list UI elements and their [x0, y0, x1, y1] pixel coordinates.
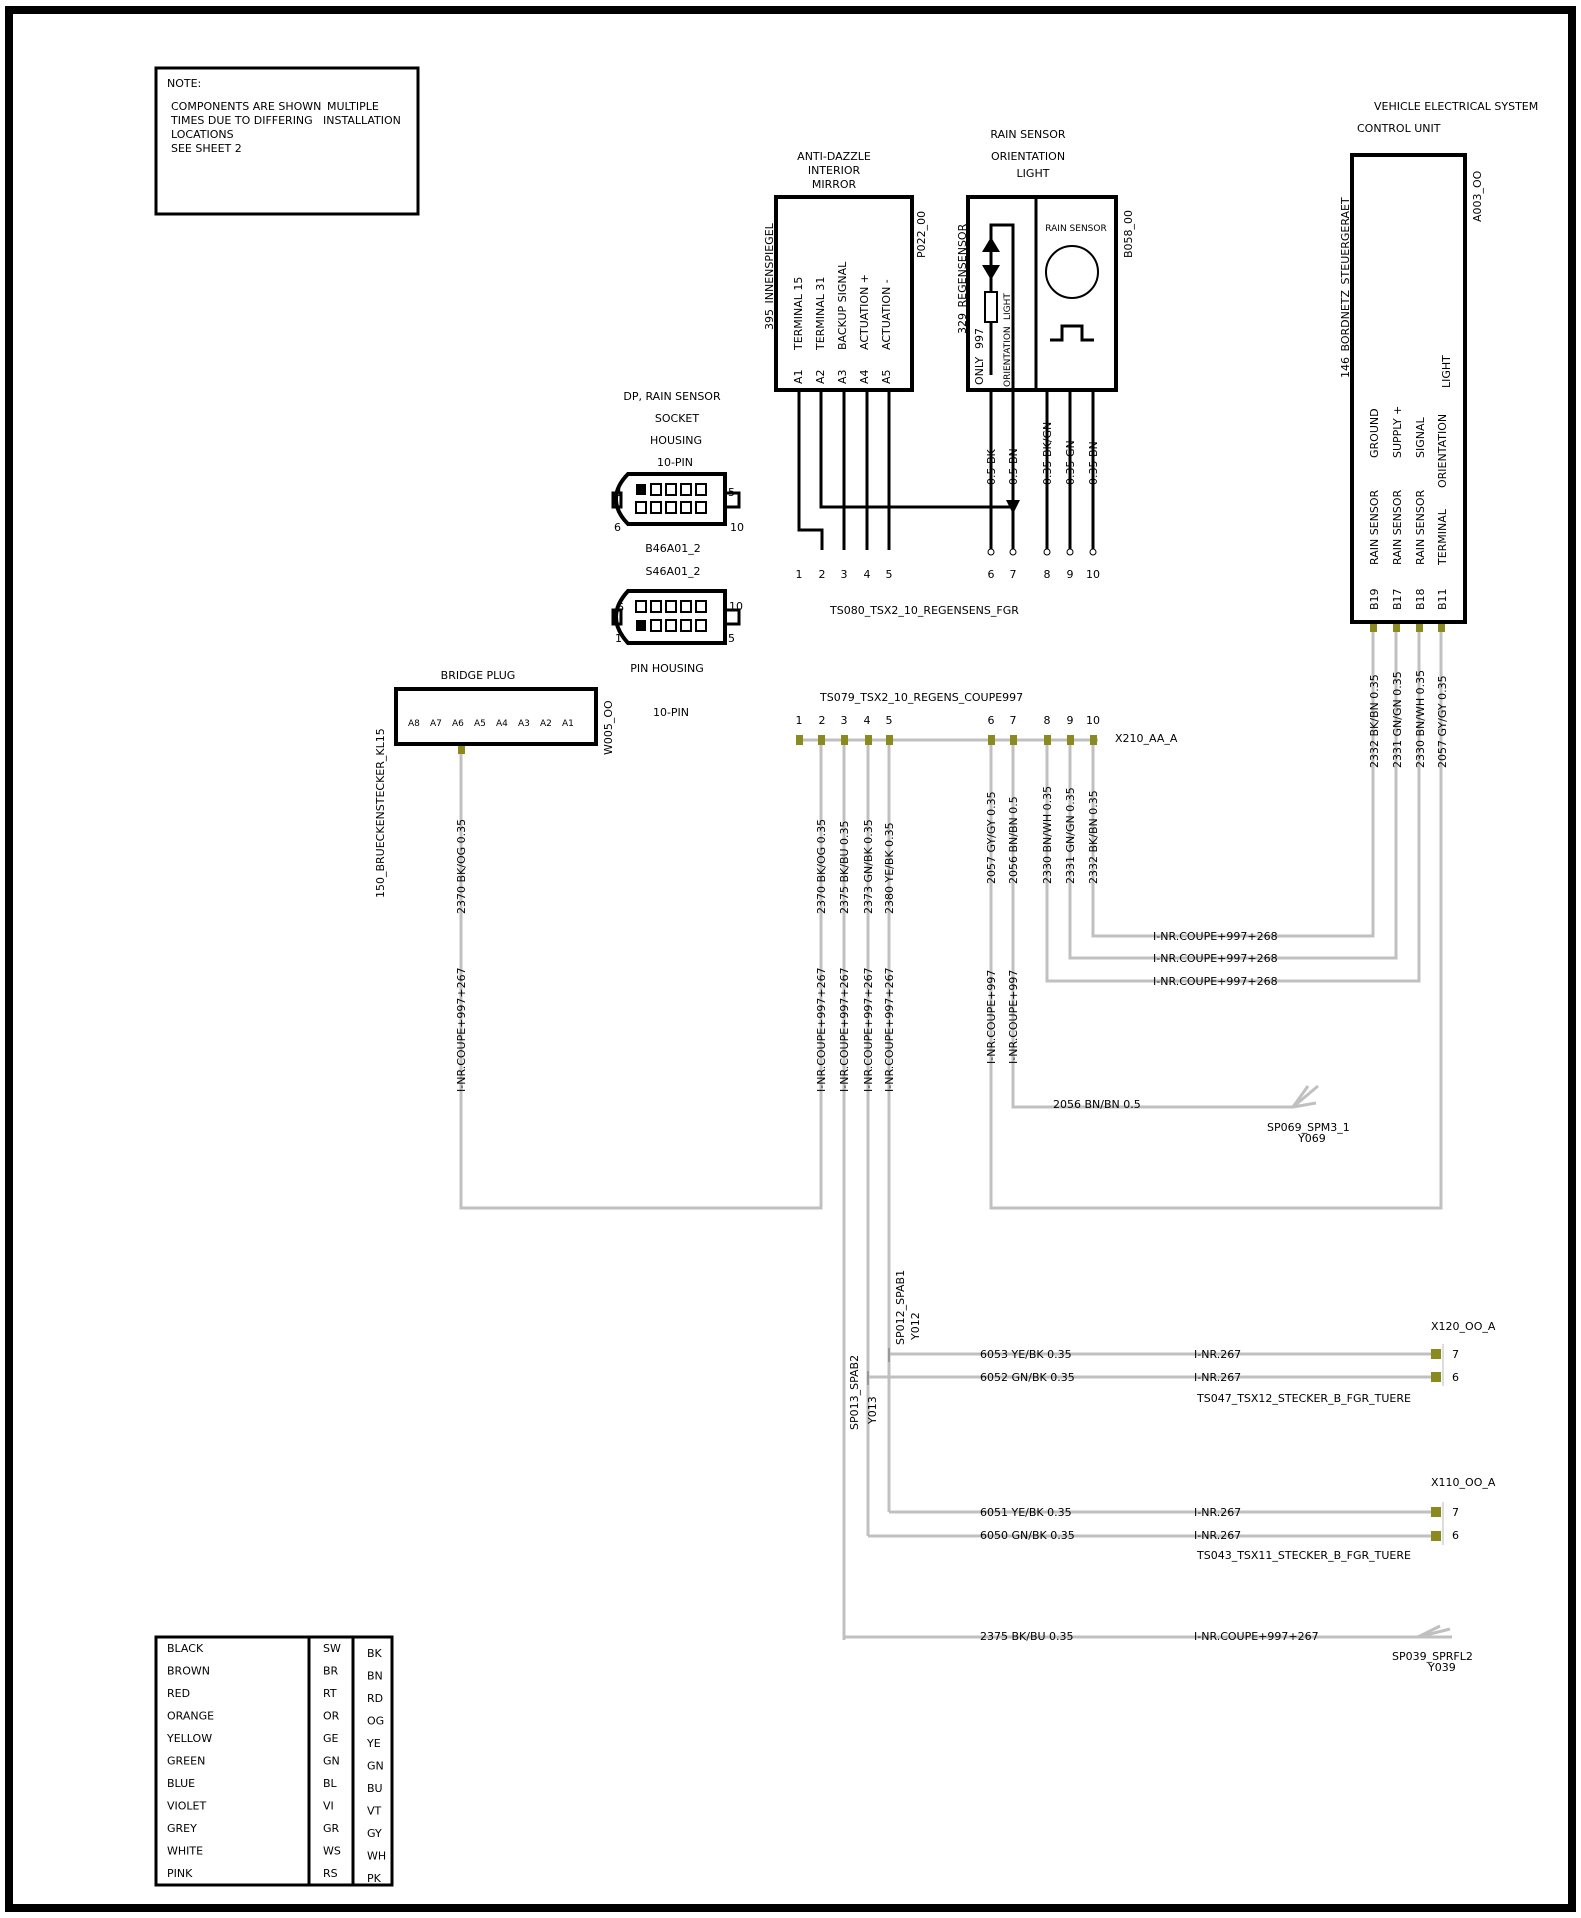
svg-text:A4: A4 — [496, 719, 508, 729]
wire-labels — [455, 786, 1319, 1643]
svg-text:2380 YE/BK 0.35: 2380 YE/BK 0.35 — [883, 822, 896, 914]
pin-label: ACTUATION + — [858, 273, 871, 350]
svg-text:7: 7 — [1452, 1348, 1459, 1361]
rain-title: LIGHT — [1016, 167, 1050, 180]
note-line: TIMES DUE TO DIFFERING — [171, 114, 313, 127]
svg-text:7: 7 — [1009, 568, 1017, 581]
wire-label: 0.35 BK/GN — [1041, 421, 1054, 485]
svg-text:TS047_TSX12_STECKER_B_FGR_TUER: TS047_TSX12_STECKER_B_FGR_TUERE — [1197, 1392, 1411, 1405]
svg-text:Y013: Y013 — [866, 1396, 879, 1424]
svg-text:2057 GY/GY 0.35: 2057 GY/GY 0.35 — [985, 791, 998, 884]
legend-color: WHITE — [167, 1844, 204, 1858]
wire-2331 — [1070, 628, 1396, 958]
svg-text:W005_OO: W005_OO — [602, 700, 615, 755]
svg-text:6: 6 — [987, 714, 995, 727]
legend-color: GREY — [167, 1822, 197, 1835]
svg-text:SP012_SPAB1: SP012_SPAB1 — [894, 1269, 907, 1345]
mirror-title: ANTI-DAZZLE — [797, 150, 871, 163]
svg-text:3: 3 — [840, 568, 848, 581]
svg-text:10: 10 — [729, 600, 743, 613]
svg-text:7: 7 — [1009, 714, 1017, 727]
dp-connector — [613, 390, 744, 719]
svg-text:A3: A3 — [518, 719, 530, 729]
mirror-component — [763, 150, 1014, 550]
note-box — [156, 68, 418, 214]
legend-en: BU — [367, 1782, 383, 1795]
pin-id: A1 — [792, 369, 805, 384]
svg-text:10-PIN: 10-PIN — [656, 456, 694, 469]
svg-text:6: 6 — [614, 521, 621, 534]
svg-text:S46A01_2: S46A01_2 — [645, 565, 701, 578]
svg-text:HOUSING: HOUSING — [650, 434, 702, 447]
legend-de: GE — [323, 1732, 339, 1745]
svg-text:GROUND: GROUND — [1368, 408, 1381, 458]
color-legend — [156, 1637, 392, 1885]
pin-id: A4 — [858, 369, 871, 384]
svg-text:5: 5 — [885, 568, 893, 581]
rain-sensor-component — [956, 128, 1135, 550]
legend-color: BLACK — [167, 1642, 204, 1655]
svg-text:B17: B17 — [1391, 588, 1404, 610]
door-connector-terminals — [1431, 1344, 1443, 1545]
svg-text:2373 GN/BK 0.35: 2373 GN/BK 0.35 — [862, 819, 875, 914]
svg-text:I-NR.COUPE+997+268: I-NR.COUPE+997+268 — [1153, 930, 1278, 943]
led-icon — [985, 292, 997, 322]
svg-text:SOCKET: SOCKET — [654, 412, 700, 425]
wire-label: 0.5 BK — [985, 449, 998, 485]
svg-text:RAIN SENSOR: RAIN SENSOR — [1368, 489, 1381, 565]
legend-color: GREEN — [167, 1754, 206, 1768]
svg-text:I-NR.COUPE+997: I-NR.COUPE+997 — [1007, 969, 1020, 1064]
legend-color: VIOLET — [167, 1799, 207, 1813]
svg-text:4: 4 — [863, 714, 871, 727]
note-line: COMPONENTS ARE SHOWN — [171, 100, 322, 113]
wire-label: 0.5 BN — [1007, 448, 1020, 485]
legend-de: OR — [323, 1709, 340, 1723]
legend-de: BR — [323, 1664, 339, 1678]
vecu-component — [1339, 100, 1538, 768]
legend-en: RD — [367, 1692, 384, 1705]
svg-text:2330 BN/WH 0.35: 2330 BN/WH 0.35 — [1414, 669, 1427, 768]
wire-2330 — [1047, 628, 1419, 981]
svg-text:I-NR.267: I-NR.267 — [1194, 1371, 1242, 1384]
svg-text:6053 YE/BK 0.35: 6053 YE/BK 0.35 — [980, 1348, 1072, 1361]
svg-text:2375 BK/BU 0.35: 2375 BK/BU 0.35 — [838, 820, 851, 914]
svg-text:2332 BK/BN 0.35: 2332 BK/BN 0.35 — [1368, 674, 1381, 768]
legend-en: PK — [367, 1872, 381, 1885]
svg-text:1: 1 — [615, 632, 622, 645]
svg-text:9: 9 — [1066, 568, 1074, 581]
vecu-title: VEHICLE ELECTRICAL SYSTEM — [1374, 100, 1539, 113]
pin-id: A5 — [880, 369, 893, 384]
svg-text:2370 BK/OG 0.35: 2370 BK/OG 0.35 — [815, 818, 828, 914]
svg-text:8: 8 — [1043, 714, 1051, 727]
legend-color: BLUE — [167, 1777, 196, 1790]
mirror-name: 395_INNENSPIEGEL — [763, 223, 776, 330]
svg-text:A7: A7 — [430, 719, 442, 729]
legend-en: OG — [367, 1714, 385, 1728]
svg-text:I-NR.267: I-NR.267 — [1194, 1529, 1242, 1542]
svg-text:TS043_TSX11_STECKER_B_FGR_TUER: TS043_TSX11_STECKER_B_FGR_TUERE — [1197, 1549, 1411, 1562]
svg-text:6050 GN/BK 0.35: 6050 GN/BK 0.35 — [980, 1529, 1075, 1542]
rain-title: RAIN SENSOR — [990, 128, 1066, 141]
svg-text:6: 6 — [1452, 1371, 1459, 1384]
svg-text:B18: B18 — [1414, 588, 1427, 610]
legend-en: VT — [367, 1804, 382, 1818]
svg-text:Y039: Y039 — [1428, 1661, 1456, 1674]
bridge-plug — [374, 669, 615, 898]
legend-de: SW — [323, 1642, 341, 1655]
ts079 — [796, 691, 1178, 745]
legend-en: YE — [367, 1737, 381, 1750]
ts080-pins — [796, 549, 1101, 617]
legend-en: GY — [367, 1827, 382, 1840]
svg-text:1: 1 — [616, 486, 623, 499]
legend-de: GR — [323, 1822, 340, 1835]
svg-text:8: 8 — [1043, 568, 1051, 581]
pin-label: TERMINAL 15 — [792, 276, 805, 350]
wire-2370 — [461, 740, 821, 1208]
pin-label: BACKUP SIGNAL — [836, 261, 849, 350]
svg-text:TS079_TSX2_10_REGENS_COUPE997: TS079_TSX2_10_REGENS_COUPE997 — [820, 691, 1024, 704]
svg-text:SP069_SPM3_1: SP069_SPM3_1 — [1267, 1121, 1350, 1134]
legend-color: YELLOW — [167, 1732, 213, 1745]
svg-text:2370 BK/OG 0.35: 2370 BK/OG 0.35 — [455, 818, 468, 914]
svg-text:Y012: Y012 — [909, 1312, 922, 1340]
svg-text:4: 4 — [863, 568, 871, 581]
sensor-lens-icon — [1046, 246, 1098, 298]
svg-text:SUPPLY +: SUPPLY + — [1391, 405, 1404, 458]
rain-name: 329_REGENSENSOR — [956, 223, 969, 334]
svg-text:PIN HOUSING: PIN HOUSING — [630, 662, 704, 675]
svg-text:X120_OO_A: X120_OO_A — [1431, 1320, 1496, 1333]
svg-text:6051 YE/BK 0.35: 6051 YE/BK 0.35 — [980, 1506, 1072, 1519]
pin-label: TERMINAL 31 — [814, 276, 827, 350]
svg-text:Y069: Y069 — [1298, 1132, 1326, 1145]
svg-text:2056 BN/BN 0.5: 2056 BN/BN 0.5 — [1053, 1098, 1141, 1111]
svg-text:10: 10 — [1086, 568, 1100, 581]
svg-text:A6: A6 — [452, 719, 464, 729]
mirror-title: MIRROR — [811, 178, 857, 191]
svg-text:I-NR.COUPE+997+267: I-NR.COUPE+997+267 — [883, 967, 896, 1092]
svg-text:I-NR.COUPE+997+267: I-NR.COUPE+997+267 — [838, 967, 851, 1092]
svg-text:LIGHT: LIGHT — [1440, 355, 1453, 388]
wire-label: 0.35 BN — [1087, 441, 1100, 485]
svg-text:2375 BK/BU 0.35: 2375 BK/BU 0.35 — [980, 1630, 1074, 1643]
pin-id: A2 — [814, 369, 827, 384]
ts080-label: TS080_TSX2_10_REGENSENS_FGR — [830, 604, 1019, 617]
legend-color: PINK — [167, 1867, 193, 1880]
mirror-id: P022_00 — [915, 210, 928, 258]
rain-997: 997 — [973, 328, 986, 349]
svg-text:RAIN SENSOR: RAIN SENSOR — [1391, 489, 1404, 565]
svg-text:A2: A2 — [540, 719, 552, 729]
svg-text:2057 GY/GY 0.35: 2057 GY/GY 0.35 — [1436, 675, 1449, 768]
rain-box-label: RAIN SENSOR — [1045, 224, 1107, 234]
svg-text:9: 9 — [1066, 714, 1074, 727]
svg-text:A1: A1 — [562, 719, 574, 729]
vecu-title: CONTROL UNIT — [1357, 122, 1441, 135]
mirror-title: INTERIOR — [807, 164, 861, 177]
svg-text:SP013_SPAB2: SP013_SPAB2 — [848, 1354, 861, 1430]
vecu-id: A003_OO — [1471, 170, 1484, 222]
wire-label: 0.35 GN — [1064, 440, 1077, 485]
svg-text:1: 1 — [795, 568, 803, 581]
svg-text:A5: A5 — [474, 719, 486, 729]
svg-text:2330 BN/WH 0.35: 2330 BN/WH 0.35 — [1041, 785, 1054, 884]
svg-text:6: 6 — [1452, 1529, 1459, 1542]
legend-color: RED — [167, 1687, 191, 1700]
svg-text:I-NR.COUPE+997: I-NR.COUPE+997 — [985, 969, 998, 1064]
legend-de: WS — [323, 1844, 341, 1858]
note-line: LOCATIONS — [171, 128, 234, 141]
legend-en: GN — [367, 1759, 384, 1773]
wire-2056 — [1013, 740, 1293, 1107]
svg-text:TERMINAL: TERMINAL — [1436, 509, 1449, 565]
note-line: INSTALLATION — [323, 114, 401, 127]
svg-text:5: 5 — [728, 486, 735, 499]
pulse-icon — [1050, 326, 1094, 340]
svg-text:I-NR.COUPE+997+268: I-NR.COUPE+997+268 — [1153, 952, 1278, 965]
svg-text:10-PIN: 10-PIN — [652, 706, 690, 719]
svg-text:X210_AA_A: X210_AA_A — [1115, 732, 1178, 745]
svg-text:5: 5 — [728, 632, 735, 645]
svg-text:150_BRUECKENSTECKER_KL15: 150_BRUECKENSTECKER_KL15 — [374, 728, 387, 898]
svg-text:X110_OO_A: X110_OO_A — [1431, 1476, 1496, 1489]
svg-text:2: 2 — [818, 714, 826, 727]
svg-text:RAIN SENSOR: RAIN SENSOR — [1414, 489, 1427, 565]
svg-text:B19: B19 — [1368, 588, 1381, 610]
rain-title: ORIENTATION — [990, 150, 1066, 163]
svg-text:2: 2 — [818, 568, 826, 581]
svg-text:2331 GN/GN 0.35: 2331 GN/GN 0.35 — [1064, 787, 1077, 884]
svg-text:I-NR.COUPE+997+267: I-NR.COUPE+997+267 — [455, 967, 468, 1092]
svg-text:I-NR.COUPE+997+267: I-NR.COUPE+997+267 — [815, 967, 828, 1092]
svg-text:I-NR.267: I-NR.267 — [1194, 1506, 1242, 1519]
note-line: SEE SHEET 2 — [171, 142, 242, 155]
svg-text:ORIENTATION: ORIENTATION — [1436, 413, 1449, 488]
svg-text:2056 BN/BN 0.5: 2056 BN/BN 0.5 — [1007, 796, 1020, 884]
legend-color: BROWN — [167, 1664, 210, 1678]
note-title: NOTE: — [167, 77, 202, 90]
legend-de: RT — [323, 1687, 337, 1700]
legend-de: VI — [323, 1799, 334, 1813]
pin-label: ACTUATION - — [880, 279, 893, 350]
svg-text:SIGNAL: SIGNAL — [1414, 417, 1427, 458]
pin-id: A3 — [836, 369, 849, 384]
vecu-name: 146_BORDNETZ_STEUERGERAET — [1339, 197, 1352, 378]
rain-inner: ORIENTATION — [1003, 326, 1013, 387]
svg-text:2331 GN/GN 0.35: 2331 GN/GN 0.35 — [1391, 671, 1404, 768]
svg-text:6: 6 — [987, 568, 995, 581]
rain-inner: LIGHT — [1003, 293, 1013, 320]
svg-text:6052 GN/BK 0.35: 6052 GN/BK 0.35 — [980, 1371, 1075, 1384]
svg-text:I-NR.267: I-NR.267 — [1194, 1348, 1242, 1361]
legend-de: GN — [323, 1754, 340, 1768]
svg-text:10: 10 — [1086, 714, 1100, 727]
legend-en: BK — [367, 1647, 382, 1660]
svg-text:I-NR.COUPE+997+268: I-NR.COUPE+997+268 — [1153, 975, 1278, 988]
svg-text:2332 BK/BN 0.35: 2332 BK/BN 0.35 — [1087, 790, 1100, 884]
legend-color: ORANGE — [167, 1709, 215, 1723]
svg-text:DP, RAIN SENSOR: DP, RAIN SENSOR — [623, 390, 721, 403]
rain-only: ONLY — [973, 356, 986, 385]
svg-text:5: 5 — [885, 714, 893, 727]
note-line: MULTIPLE — [327, 100, 379, 113]
legend-en: BN — [367, 1669, 383, 1683]
svg-text:3: 3 — [840, 714, 848, 727]
svg-text:A8: A8 — [408, 719, 420, 729]
legend-en: WH — [367, 1849, 387, 1863]
svg-text:I-NR.COUPE+997+267: I-NR.COUPE+997+267 — [862, 967, 875, 1092]
svg-text:7: 7 — [1452, 1506, 1459, 1519]
wire-2332 — [1093, 628, 1373, 936]
svg-text:BRIDGE PLUG: BRIDGE PLUG — [440, 669, 516, 682]
legend-de: BL — [323, 1777, 337, 1790]
rain-id: B058_00 — [1122, 209, 1135, 258]
legend-de: RS — [323, 1867, 338, 1880]
svg-text:10: 10 — [730, 521, 744, 534]
svg-text:6: 6 — [617, 601, 624, 614]
svg-text:SP039_SPRFL2: SP039_SPRFL2 — [1392, 1650, 1473, 1663]
svg-text:1: 1 — [795, 714, 803, 727]
svg-text:B11: B11 — [1436, 588, 1449, 610]
svg-text:I-NR.COUPE+997+267: I-NR.COUPE+997+267 — [1194, 1630, 1319, 1643]
svg-text:B46A01_2: B46A01_2 — [645, 542, 701, 555]
